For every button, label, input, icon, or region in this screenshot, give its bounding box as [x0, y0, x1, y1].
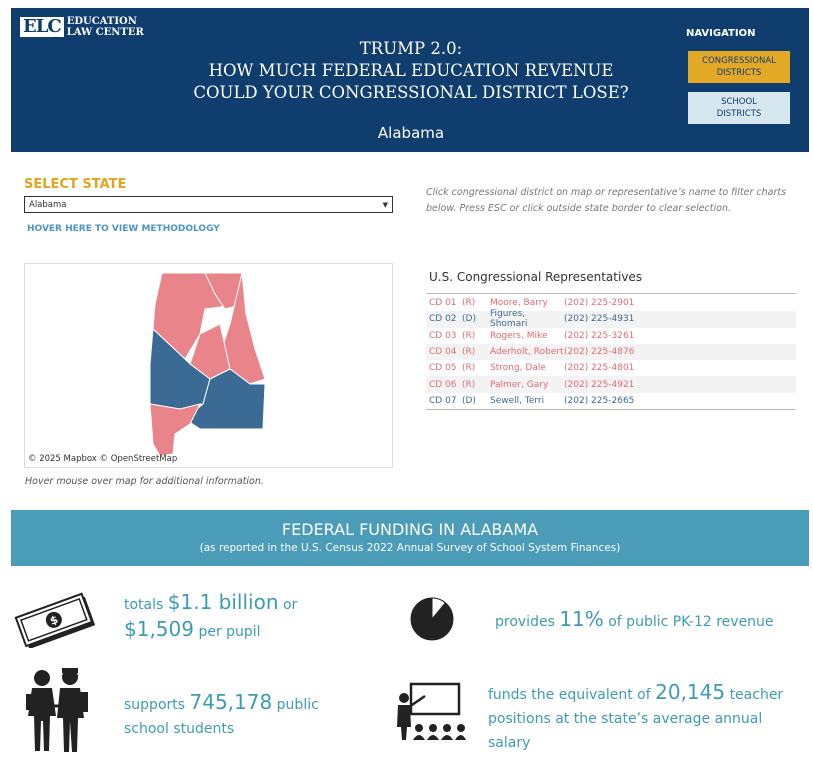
title-line-2: HOW MUCH FEDERAL EDUCATION REVENUE	[208, 61, 614, 80]
representative-row[interactable]	[426, 328, 796, 344]
rep-party: (D)	[462, 314, 476, 325]
pie-chart-icon	[409, 596, 455, 642]
rep-party: (R)	[462, 347, 476, 358]
funds-stat	[488, 680, 783, 755]
totals-value: $1.1 billion	[167, 590, 279, 614]
nav-cd-label-1: CONGRESSIONAL	[702, 56, 776, 66]
rep-party: (R)	[462, 298, 476, 309]
provides-stat	[495, 607, 774, 634]
teacher-icon	[395, 682, 467, 744]
supports-value: 745,178	[189, 690, 273, 714]
rep-district: CD 07	[429, 395, 457, 406]
rep-district: CD 02	[429, 314, 457, 325]
selected-state-heading: Alabama	[377, 124, 445, 142]
nav-sd-label-1: SCHOOL	[721, 97, 757, 107]
alabama-map-svg[interactable]	[25, 264, 394, 469]
state-dropdown[interactable]	[24, 196, 393, 213]
navigation-label: NAVIGATION	[686, 28, 756, 39]
logo-line-1: EDUCATION	[66, 16, 137, 27]
representatives-list	[426, 295, 796, 409]
funding-banner	[11, 510, 809, 566]
chevron-down-icon: ▼	[382, 200, 388, 209]
rep-name: Figures, Shomari	[490, 309, 528, 330]
rep-phone: (202) 225-4876	[564, 347, 635, 358]
svg-text:$: $	[48, 612, 60, 628]
funds-suffix-3: salary	[488, 735, 531, 751]
rep-name: Palmer, Gary	[490, 379, 549, 390]
provides-suffix: of public PK-12 revenue	[608, 614, 774, 630]
map-hover-note: Hover mouse over map for additional information.	[25, 476, 264, 487]
representative-row[interactable]	[426, 376, 796, 392]
district-cd01[interactable]	[150, 404, 200, 456]
representatives-title: U.S. Congressional Representatives	[429, 270, 643, 284]
money-icon	[14, 586, 98, 648]
funds-prefix: funds the equivalent of	[488, 687, 651, 703]
title-line-1: TRUMP 2.0:	[359, 39, 463, 58]
nav-cd-label-2: DISTRICTS	[716, 68, 762, 78]
rep-phone: (202) 225-2901	[564, 298, 635, 309]
representative-row[interactable]	[426, 360, 796, 376]
funding-title: FEDERAL FUNDING IN ALABAMA	[281, 520, 539, 539]
page-title	[131, 38, 691, 104]
district-map[interactable]	[24, 263, 393, 468]
students-icon	[22, 666, 92, 756]
header-banner	[11, 8, 809, 152]
representative-row[interactable]	[426, 393, 796, 409]
rep-party: (R)	[462, 330, 476, 341]
supports-prefix: supports	[124, 697, 186, 713]
representative-row[interactable]	[426, 309, 796, 330]
congressional-districts-button[interactable]	[688, 51, 790, 83]
funds-suffix-1: teacher	[729, 687, 784, 703]
funds-suffix-2: positions at the state’s average annual	[488, 711, 763, 727]
rep-name: Aderholt, Robert	[490, 347, 564, 358]
logo-abbreviation: ELC	[20, 17, 64, 37]
elc-logo[interactable]	[20, 16, 144, 38]
representatives-divider	[426, 293, 796, 294]
title-line-3: COULD YOUR CONGRESSIONAL DISTRICT LOSE?	[193, 83, 629, 102]
map-credit[interactable]: © 2025 Mapbox © OpenStreetMap	[28, 454, 178, 464]
provides-prefix: provides	[495, 614, 555, 630]
rep-phone: (202) 225-2665	[564, 395, 635, 406]
funds-value: 20,145	[655, 680, 726, 704]
rep-phone: (202) 225-4931	[564, 314, 635, 325]
nav-sd-label-2: DISTRICTS	[716, 109, 762, 119]
totals-or: or	[282, 597, 298, 613]
rep-name: Rogers, Mike	[490, 330, 548, 341]
per-pupil-suffix: per pupil	[198, 624, 261, 640]
school-districts-button[interactable]	[688, 92, 790, 124]
rep-district: CD 04	[429, 347, 457, 358]
rep-district: CD 05	[429, 363, 457, 374]
logo-line-2: LAW CENTER	[66, 27, 144, 38]
rep-name: Strong, Dale	[490, 363, 546, 374]
rep-district: CD 01	[429, 298, 457, 309]
state-dropdown-value: Alabama	[29, 199, 67, 210]
rep-party: (R)	[462, 379, 476, 390]
supports-suffix-1: public	[276, 697, 319, 713]
rep-phone: (202) 225-3261	[564, 330, 635, 341]
supports-suffix-2: school students	[124, 721, 235, 737]
funding-subtitle: (as reported in the U.S. Census 2022 Annual Survey of School System Finances)	[199, 542, 621, 554]
rep-phone: (202) 225-4921	[564, 379, 635, 390]
representative-row[interactable]	[426, 295, 796, 311]
rep-party: (D)	[462, 395, 476, 406]
rep-name: Moore, Barry	[490, 298, 548, 309]
per-pupil-value: $1,509	[124, 617, 194, 641]
rep-phone: (202) 225-4801	[564, 363, 635, 374]
methodology-link[interactable]: HOVER HERE TO VIEW METHODOLOGY	[27, 224, 220, 234]
rep-district: CD 06	[429, 379, 457, 390]
representative-row[interactable]	[426, 344, 796, 360]
map-instructions: Click congressional district on map or representative’s name to filter charts below. Press ESC or click outside state border to clear selection.	[426, 187, 787, 214]
rep-name: Sewell, Terri	[490, 395, 545, 406]
totals-stat	[124, 590, 297, 644]
provides-value: 11%	[559, 607, 604, 631]
select-state-label: SELECT STATE	[24, 177, 127, 192]
rep-district: CD 03	[429, 330, 457, 341]
representatives-bottom-divider	[426, 409, 796, 410]
totals-prefix: totals	[124, 597, 164, 613]
supports-stat	[124, 690, 319, 741]
rep-party: (R)	[462, 363, 476, 374]
